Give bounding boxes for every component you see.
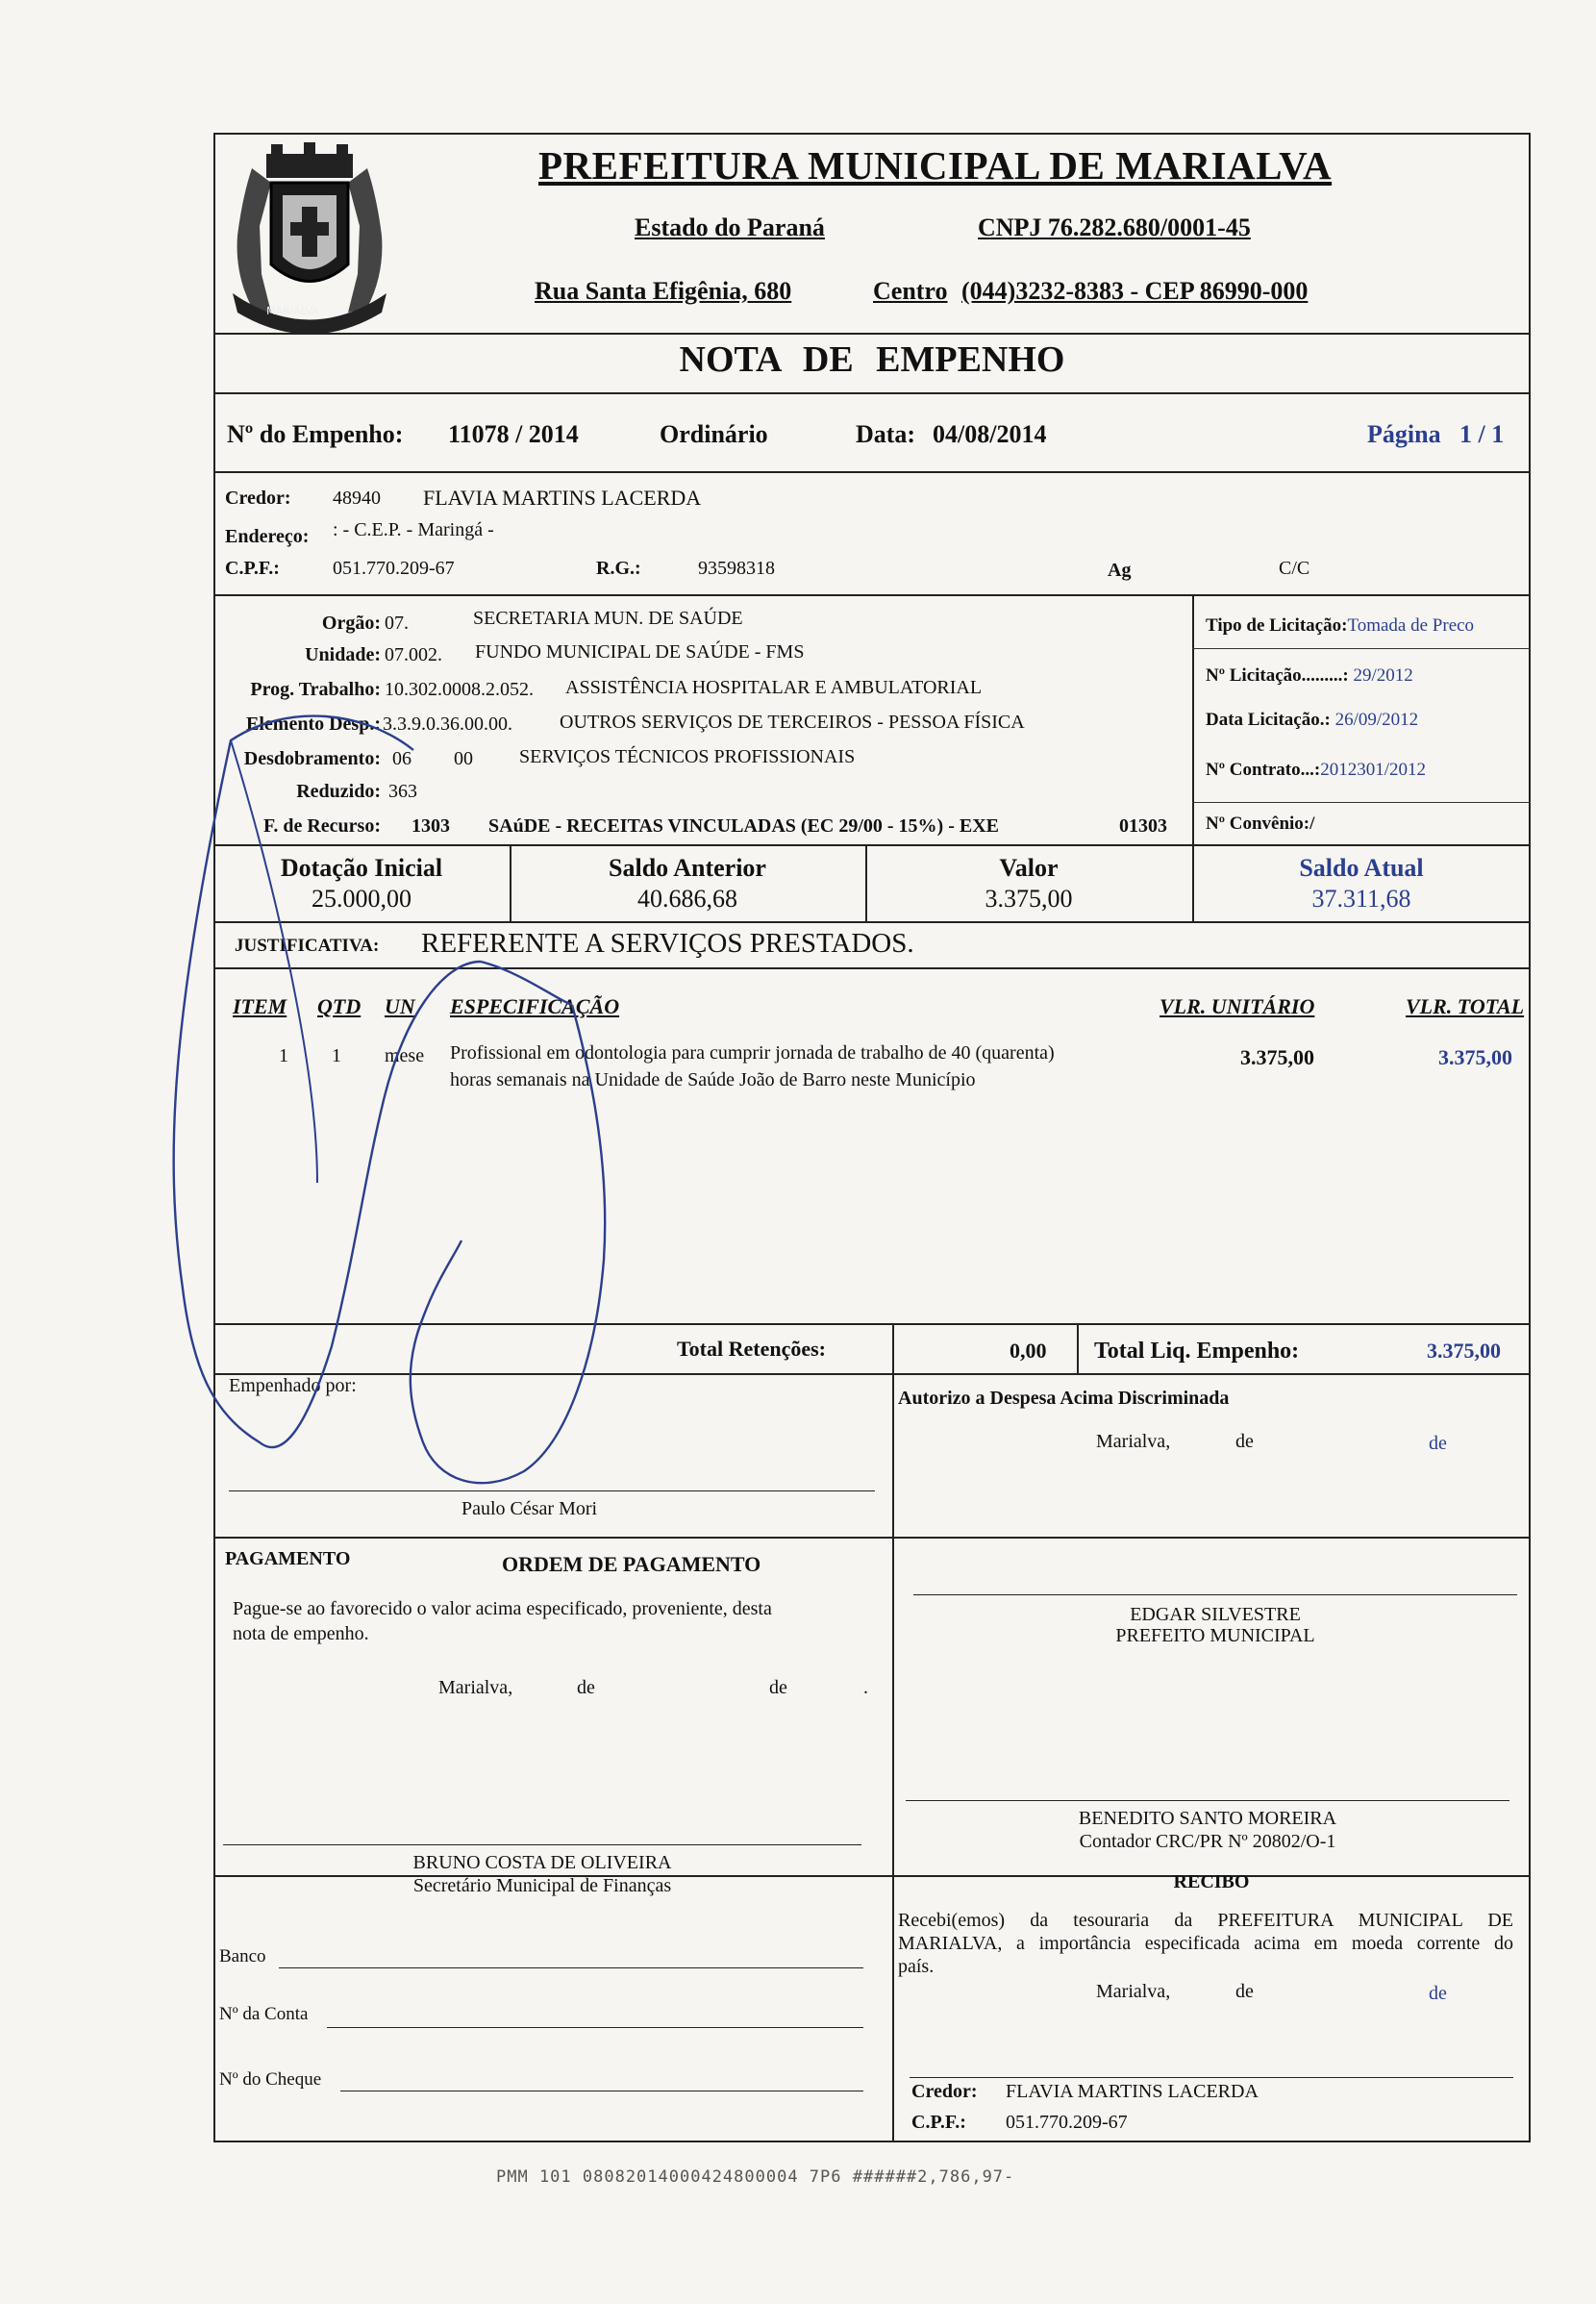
col-item: ITEM xyxy=(233,994,287,1018)
cc-label: C/C xyxy=(1279,558,1310,579)
cpf-label: C.P.F.: xyxy=(225,558,280,579)
prog-label: Prog. Trabalho: xyxy=(250,679,381,700)
data-licitacao: 26/09/2012 xyxy=(1334,710,1419,730)
approval-box xyxy=(213,1373,1531,1539)
address: Rua Santa Efigênia, 680 xyxy=(535,277,792,305)
ordem-pagamento-title: ORDEM DE PAGAMENTO xyxy=(502,1552,761,1576)
desdobramento-code2: 00 xyxy=(454,748,473,769)
secretary-name: BRUNO COSTA DE OLIVEIRA xyxy=(412,1852,672,1873)
orgao-code: 07. xyxy=(385,613,409,634)
fonte-name: SAúDE - RECEITAS VINCULADAS (EC 29/00 - 15%) - EXE xyxy=(488,815,999,837)
doc-title: NOTA DE EMPENHO xyxy=(679,339,1065,380)
conta-label: Nº da Conta xyxy=(219,2004,309,2024)
recibo-text-line3: país. xyxy=(898,1956,935,1977)
liq-label: Total Liq. Empenho: xyxy=(1094,1339,1300,1364)
date-label: Data: xyxy=(856,420,916,448)
contrato: 2012301/2012 xyxy=(1320,760,1426,780)
convenio-label: Nº Convênio:/ xyxy=(1206,814,1315,834)
fonte-code: 1303 xyxy=(411,815,450,837)
pagamento-title: PAGAMENTO xyxy=(225,1548,351,1569)
accountant-title: Contador CRC/PR Nº 20802/O-1 xyxy=(1079,1831,1336,1852)
totals-box xyxy=(213,1323,1531,1375)
phone-cep: (044)3232-8383 - CEP 86990-000 xyxy=(961,277,1309,305)
unidade-name: FUNDO MUNICIPAL DE SAÚDE - FMS xyxy=(475,641,805,663)
saldo-anterior-label: Saldo Anterior xyxy=(609,854,766,882)
endereco-label: Endereço: xyxy=(225,526,310,547)
retencoes-value: 0,00 xyxy=(1010,1339,1047,1363)
pague-text-line1: Pague-se ao favorecido o valor acima especificado, proveniente, desta xyxy=(233,1598,772,1619)
state-name: Estado do Paraná xyxy=(635,213,825,241)
orgao-name: SECRETARIA MUN. DE SAÚDE xyxy=(473,608,743,629)
page-number: 1 / 1 xyxy=(1459,420,1505,448)
elemento-label: Elemento Desp.: xyxy=(246,714,381,735)
empenho-number: 11078 / 2014 xyxy=(448,420,579,448)
payment-place: Marialva, xyxy=(438,1677,513,1698)
col-un: UN xyxy=(385,994,415,1018)
empenho-date: 04/08/2014 xyxy=(933,420,1047,448)
col-total: VLR. TOTAL xyxy=(1406,994,1525,1018)
rg: 93598318 xyxy=(698,558,775,579)
recibo-place: Marialva, xyxy=(1096,1981,1171,2002)
reduzido-label: Reduzido: xyxy=(296,781,381,802)
num-licitacao: 29/2012 xyxy=(1353,665,1413,686)
mayor-title: PREFEITO MUNICIPAL xyxy=(1115,1625,1315,1646)
pague-text-line2: nota de empenho. xyxy=(233,1623,369,1644)
recibo-credor-label: Credor: xyxy=(911,2081,978,2102)
ag-label: Ag xyxy=(1108,560,1132,581)
row-total-value: 3.375,00 xyxy=(1438,1045,1512,1069)
row-qtd: 1 xyxy=(332,1045,341,1066)
recibo-de1: de xyxy=(1235,1981,1254,2002)
unidade-code: 07.002. xyxy=(385,644,442,665)
bank-box xyxy=(213,1875,894,2142)
recibo-title: RECIBO xyxy=(1173,1871,1250,1892)
page-label: Página xyxy=(1367,420,1441,448)
cpf: 051.770.209-67 xyxy=(333,558,455,579)
recibo-text-line1: Recebi(emos) da tesouraria da PREFEITURA MUNICIPAL DE xyxy=(898,1910,1513,1931)
recibo-credor: FLAVIA MARTINS LACERDA xyxy=(1006,2081,1259,2102)
justificativa-label: JUSTIFICATIVA: xyxy=(235,936,380,956)
dotacao-label: Dotação Inicial xyxy=(280,854,443,882)
mayor-name: EDGAR SILVESTRE xyxy=(1130,1604,1301,1625)
credor-label: Credor: xyxy=(225,488,291,509)
valor-label: Valor xyxy=(999,854,1059,882)
saldo-atual-label: Saldo Atual xyxy=(1299,854,1424,882)
rg-label: R.G.: xyxy=(596,558,641,579)
municipality-title: PREFEITURA MUNICIPAL DE MARIALVA xyxy=(538,143,1333,188)
autorizo-place: Marialva, xyxy=(1096,1431,1171,1452)
cnpj: CNPJ 76.282.680/0001-45 xyxy=(978,213,1251,241)
elemento-name: OUTROS SERVIÇOS DE TERCEIROS - PESSOA FÍSICA xyxy=(560,712,1025,733)
autorizo-de2: de xyxy=(1429,1433,1447,1454)
accountant-name: BENEDITO SANTO MOREIRA xyxy=(1078,1808,1337,1829)
coat-of-arms-icon xyxy=(213,139,406,337)
district: Centro xyxy=(873,277,948,305)
items-box xyxy=(213,967,1531,1325)
liq-value: 3.375,00 xyxy=(1427,1339,1501,1363)
payment-dot: . xyxy=(863,1677,868,1698)
dotacao-value: 25.000,00 xyxy=(312,885,411,913)
reduzido: 363 xyxy=(388,781,417,802)
row-un: mese xyxy=(385,1045,425,1066)
num-licitacao-label: Nº Licitação.........: 29/2012 xyxy=(1206,665,1413,686)
fonte-label: F. de Recurso: xyxy=(262,815,381,837)
row-spec-line1: Profissional em odontologia para cumprir jornada de trabalho de 40 (quarenta) xyxy=(450,1042,1055,1064)
svg-text:MARIALVA: MARIALVA xyxy=(266,305,319,317)
credor-name: FLAVIA MARTINS LACERDA xyxy=(423,486,702,510)
col-qtd: QTD xyxy=(317,994,362,1018)
saldo-atual-value: 37.311,68 xyxy=(1311,885,1411,913)
row-item: 1 xyxy=(279,1045,288,1066)
unidade-label: Unidade: xyxy=(305,644,381,665)
recibo-cpf-label: C.P.F.: xyxy=(911,2112,966,2133)
tipo-licitacao: Tomada de Preco xyxy=(1347,615,1475,636)
credor-code: 48940 xyxy=(333,488,381,509)
retencoes-label: Total Retenções: xyxy=(677,1337,826,1361)
desdobramento-name: SERVIÇOS TÉCNICOS PROFISSIONAIS xyxy=(519,746,856,767)
recibo-text-line2: MARIALVA, a importância especificada acima em moeda corrente do xyxy=(898,1933,1513,1954)
cheque-label: Nº do Cheque xyxy=(219,2069,322,2090)
elemento-code: 3.3.9.0.36.00.00. xyxy=(383,714,512,735)
valor-value: 3.375,00 xyxy=(985,885,1073,913)
empenho-number-label: Nº do Empenho: xyxy=(227,420,404,448)
autorizo-text: Autorizo a Despesa Acima Discriminada xyxy=(898,1388,1230,1409)
row-unit-value: 3.375,00 xyxy=(1240,1045,1314,1069)
payment-de2: de xyxy=(769,1677,787,1698)
recibo-de2: de xyxy=(1429,1983,1447,2004)
secretary-title: Secretário Municipal de Finanças xyxy=(412,1875,672,1896)
autorizo-de1: de xyxy=(1235,1431,1254,1452)
banco-label: Banco xyxy=(219,1946,266,1966)
empenhado-label: Empenhado por: xyxy=(229,1375,357,1396)
orgao-label: Orgão: xyxy=(321,613,381,634)
empenho-type: Ordinário xyxy=(660,420,768,448)
desdobramento-label: Desdobramento: xyxy=(243,748,381,769)
fonte-code2: 01303 xyxy=(1119,815,1167,837)
endereco: : - C.E.P. - Maringá - xyxy=(333,519,494,540)
col-spec: ESPECIFICAÇÃO xyxy=(450,994,620,1018)
desdobramento-code: 06 xyxy=(392,748,411,769)
justificativa-text: REFERENTE A SERVIÇOS PRESTADOS. xyxy=(421,928,914,959)
row-spec-line2: horas semanais na Unidade de Saúde João de Barro neste Município xyxy=(450,1069,976,1090)
saldo-anterior-value: 40.686,68 xyxy=(637,885,737,913)
mechanical-code: PMM 101 08082014000424800004 7P6 ######2,786,97- xyxy=(496,2167,1015,2187)
data-licitacao-label: Data Licitação.: 26/09/2012 xyxy=(1206,710,1419,730)
empenhado-name: Paulo César Mori xyxy=(461,1498,598,1519)
prog-name: ASSISTÊNCIA HOSPITALAR E AMBULATORIAL xyxy=(565,677,983,698)
payment-de1: de xyxy=(577,1677,595,1698)
contrato-label: Nº Contrato...:2012301/2012 xyxy=(1206,760,1426,780)
col-unit: VLR. UNITÁRIO xyxy=(1160,994,1315,1018)
recibo-cpf: 051.770.209-67 xyxy=(1006,2112,1128,2133)
prog-code: 10.302.0008.2.052. xyxy=(385,679,534,700)
tipo-licitacao-label: Tipo de Licitação:Tomada de Preco xyxy=(1206,615,1475,636)
